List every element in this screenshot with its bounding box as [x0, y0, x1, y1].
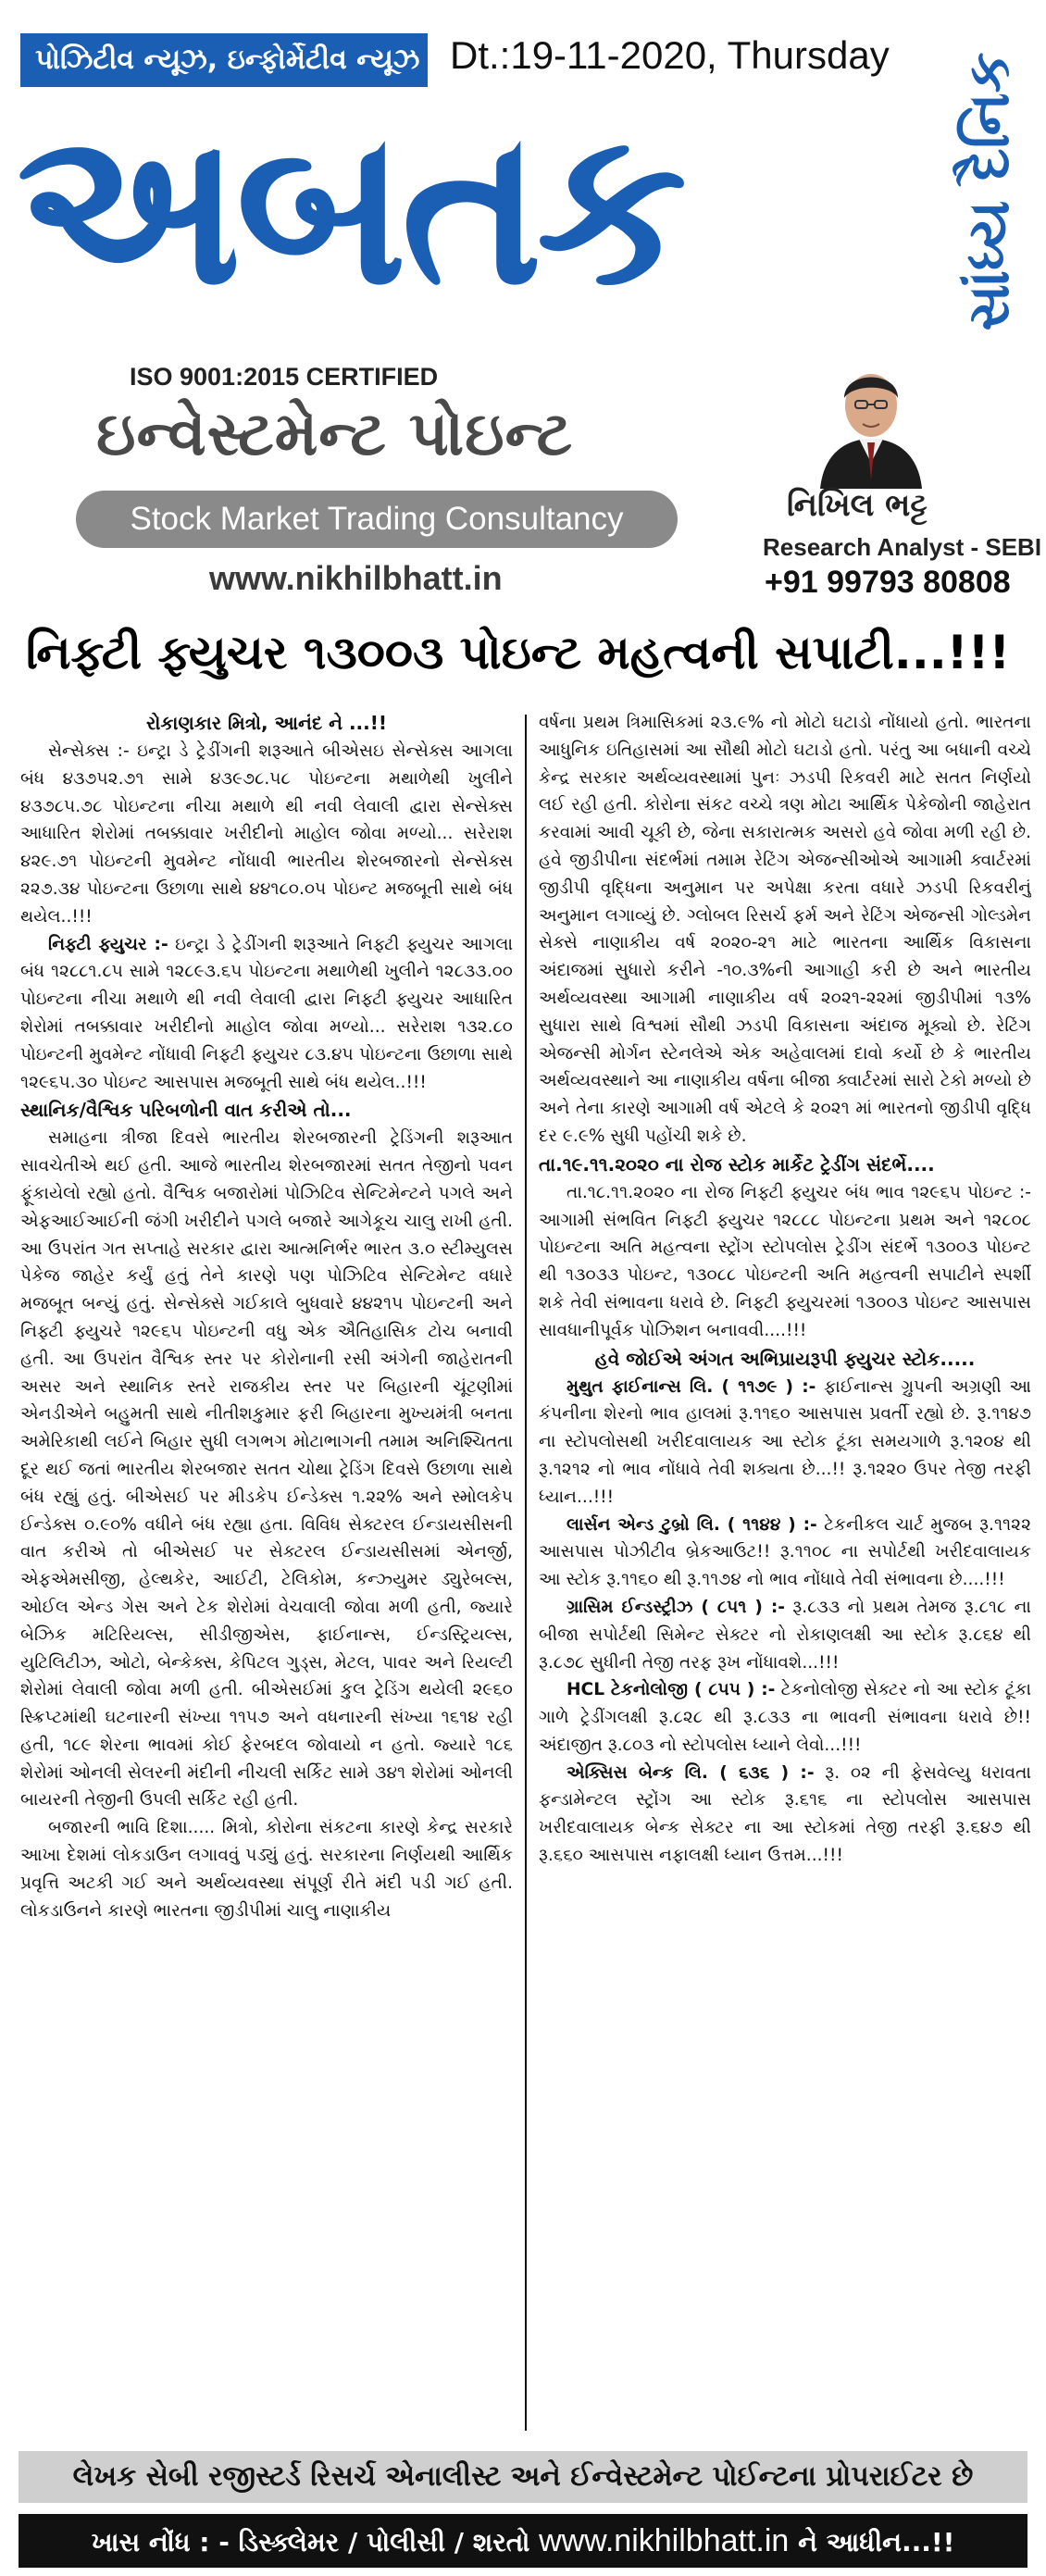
newspaper-logo: અબતક — [17, 85, 682, 332]
disclaimer-website-link[interactable]: www.nikhilbhatt.in — [539, 2523, 790, 2558]
nifty-paragraph — [20, 931, 513, 1097]
stock-muthoot-text: ફાઈનાન્સ ગ્રુપની અગ્રણી આ કંપનીના શેરનો ભાવ હાલમાં રૂ.૧૧૬૦ આસપાસ પ્રવર્તી રહ્યો છે. રૂ.૧૧૪૭ ના સ્ટોપલોસથી ખરીદવાલાયક આ સ્ટોક ટૂંકા સમયગાળે રૂ.૧૨૦૪ થી રૂ.૧૨૧૨ નો ભાવ નોંધાવે તેવી શક્યતા છે...!! રૂ.૧૨૨૦ ઉપર તેજી તરફી ધ્યાન...!!! — [539, 1376, 1031, 1507]
nifty-outlook-paragraph: તા.૧૮.૧૧.૨૦૨૦ ના રોજ નિફ્ટી ફ્યુચર બંધ ભાવ ૧૨૯૬૫ પોઇન્ટ :- આગામી સંભવિત નિફ્ટી ફ્યુચર ૧૨૮૮૮ પોઇન્ટના પ્રથમ અને ૧૨૮૦૮ પોઇન્ટના અતિ મહત્વના સ્ટ્રોંગ સ્ટોપલોસ ટ્રેડીંગ સંદર્ભે ૧૩૦૦૩ પોઇન્ટ થી ૧૩૦૩૩ પોઇન્ટ, ૧૩૦૮૮ પોઇન્ટની અતિ મહત્વની સપાટીને સ્પર્શી શકે તેવી સંભાવના ધરાવે છે. નિફ્ટી ફ્યુચરમાં ૧૩૦૦૩ પોઇન્ટ આસપાસ સાવધાનીપૂર્વક પોઝિશન બનાવવી....!!! — [539, 1182, 1031, 1340]
trading-date-heading: તા.૧૯.૧૧.૨૦૨૦ ના રોજ સ્ટોક માર્કેટ ટ્રેડીંગ સંદર્ભે.... — [539, 1152, 935, 1176]
disclaimer-suffix: ને આધીન...!! — [798, 2527, 955, 2557]
nifty-lead: નિફ્ટી ફ્યુચર :- — [48, 934, 168, 954]
issue-date: Dt.:19-11-2020, Thursday — [450, 33, 890, 77]
stock-larsen — [539, 1512, 1031, 1594]
logo-side-label — [944, 48, 1033, 335]
iso-certification: ISO 9001:2015 CERTIFIED — [130, 363, 439, 391]
stock-grasim — [539, 1594, 1031, 1676]
future-stocks-heading: હવે જોઈએ અંગત અભિપ્રાયરૂપી ફ્યુચર સ્ટોક..... — [594, 1347, 976, 1370]
nifty-text: ઇન્ટ્રા ડે ટ્રેડીંગની શરૂઆતે નિફ્ટી ફ્યુચર આગલા બંધ ૧૨૮૮૧.૮૫ સામે ૧૨૮૯૩.૬૫ પોઇન્ટના મથાળેથી ખુલીને ૧૨૮૩૩.૦૦ પોઇન્ટના નીચા મથાળે થી નવી લેવાલી દ્વારા નિફ્ટી ફ્યુચર આધારિત શેરોમાં તબક્કાવાર ખરીદીનો માહોલ જોવા મળ્યો... સરેરાશ ૧૩૨.૮૦ પોઇન્ટની મુવમેન્ટ નોંધાવી નિફ્ટી ફ્યુચર ૮૩.૪૫ પોઇન્ટના ઉછાળા સાથે ૧૨૯૬૫.૩૦ પોઇન્ટ આસપાસ મજબૂતી સાથે બંધ થયેલ..!!! — [20, 934, 513, 1092]
market-factors-paragraph: સમાહના ત્રીજા દિવસે ભારતીય શેરબજારની ટ્રેડિંગની શરૂઆત સાવચેતીએ થઈ હતી. આજે ભારતીય શેરબજારમાં સતત તેજીનો પવન ફૂંકાયેલો રહ્યો હતો. વૈશ્વિક બજારોમાં પોઝિટિવ સેન્ટિમેન્ટને પગલે અને એફઆઈઆઈની જંગી ખરીદીને પગલે બજારે આગેકૂચ ચાલુ રાખી હતી. આ ઉપરાંત ગત સપ્તાહે સરકાર દ્વારા આત્મનિર્ભર ભારત ૩.૦ સ્ટીમ્યુલસ પેકેજ જાહેર કર્યું હતું તેને કારણે પણ પોઝિટિવ સેન્ટિમેન્ટ વધારે મજબૂત બન્યું હતું. સેન્સેક્સે ગઈકાલે બુધવારે ૪૪૨૧૫ પોઇન્ટની અને નિફ્ટી ફ્યુચરે ૧૨૯૬૫ પોઇન્ટની વધુ એક ઐતિહાસિક ટોચ બનાવી હતી. આ ઉપરાંત વૈશ્વિક સ્તર પર કોરોનાની રસી અંગેની જાહેરાતની અસર અને સ્થાનિક સ્તરે રાજકીય સ્તર પર બિહારની ચૂંટણીમાં એનડીએને બહુમતી સાથે નીતીશકુમાર ફરી બિહારના મુખ્યમંત્રી બનતા અમેરિકાથી લઈને બિહાર સુધી લગભગ મોટાભાગની તમામ અનિશ્ચિતતા દૂર થઈ જતાં ભારતીય શેરબજાર સતત ચોથા ટ્રેડિંગ દિવસે ઉછાળા સાથે બંધ રહ્યું હતું. બીએસઈ પર મીડકેપ ઈન્ડેક્સ ૧.૨૨% અને સ્મોલકેપ ઈન્ડેક્સ ૦.૯૦% વધીને બંધ રહ્યા હતા. વિવિધ સેક્ટરલ ઈન્ડાયસીસની વાત કરીએ તો બીએસઈ પર સેક્ટરલ ઈન્ડાયસીસમાં એનર્જી, એફએમસીજી, હેલ્થકેર, આઈટી, ટેલિકોમ, કન્ઝ્યુમર ડ્યુરેબલ્સ, ઓઈલ એન્ડ ગેસ અને ટેક શેરોમાં વેચવાલી જોવા મળી હતી, જ્યારે બેઝિક મટિરિયલ્સ, સીડીજીએસ, ફાઈનાન્સ, ઈન્ડસ્ટ્રિયલ્સ, યુટિલિટીઝ, ઓટો, બેન્કેક્સ, કેપિટલ ગુડ્સ, મેટલ, પાવર અને રિયલ્ટી શેરોમાં લેવાલી જોવા મળી હતી. બીએસઈમાં કુલ ટ્રેડિંગ થયેલી ૨૯૬૦ સ્ક્રિપ્ટમાંથી ઘટનારની સંખ્યા ૧૧૫૭ અને વધનારની સંખ્યા ૧૬૧૪ રહી હતી, ૧૮૯ શેરના ભાવમાં કોઈ ફેરબદલ જોવાયો ન હતો. જ્યારે ૧૮૬ શેરોમાં ઓનલી સેલરની મંદીની નીચલી સર્કિટ સામે ૩૪૧ શેરોમાં ઓનલી બાયરની તેજીની ઉપલી સર્કિટ રહી હતી. — [20, 1128, 513, 1811]
author-note-bar: લેખક સેબી રજીસ્ટર્ડ રિસર્ચ એનાલીસ્ટ અને ઈન્વેસ્ટમેન્ટ પોઈન્ટના પ્રોપરાઈટર છે — [19, 2451, 1027, 2503]
stock-muthoot-name: મુથુત ફાઈનાન્સ લિ. ( ૧૧૭૯ ) :- — [567, 1376, 816, 1397]
stock-grasim-text: રૂ.૮૩૩ નો પ્રથમ તેમજ રૂ.૮૧૮ ના બીજા સપોર્ટથી સિમેન્ટ સેક્ટર નો રોકાણલક્ષી આ સ્ટોક રૂ.૮૬૪ થી રૂ.૮૭૮ સુધીની તેજી તરફ રૂખ નોંધાવશે...!!! — [539, 1597, 1031, 1673]
stock-larsen-name: લાર્સન એન્ડ ટુબ્રો લિ. ( ૧૧૪૪ ) :- — [567, 1514, 817, 1535]
sensex-paragraph: સેન્સેક્સ :- ઇન્ટ્રા ડે ટ્રેડીંગની શરૂઆતે બીએસઇ સેન્સેક્સ આગલા બંધ ૪૩૭૫૨.૭૧ સામે ૪૩૯૭૮.૫૮ પોઇન્ટના મથાળેથી ખુલીને ૪૩૭૮૫.૭૮ પોઇન્ટના નીચા મથાળે થી નવી લેવાલી દ્વારા સેન્સેક્સ આધારિત શેરોમાં તબક્કાવાર ખરીદીનો માહોલ જોવા મળ્યો... સરેરાશ ૪૨૯.૭૧ પોઇન્ટની મુવમેન્ટ નોંધાવી ભારતીય શેરબજારનો સેન્સેક્સ ૨૨૭.૩૪ પોઇન્ટના ઉછાળા સાથે ૪૪૧૮૦.૦૫ પોઇન્ટ મજબૂતી સાથે બંધ થયેલ..!!! — [20, 741, 513, 927]
stock-muthoot — [539, 1374, 1031, 1512]
gdp-paragraph: વર્ષના પ્રથમ ત્રિમાસિકમાં ૨૩.૯% નો મોટો ઘટાડો નોંધાયો હતો. ભારતના આધુનિક ઇતિહાસમાં આ સૌથી મોટો ઘટાડો હતો. પરંતુ આ બધાની વચ્ચે કેન્દ્ર સરકાર અર્થવ્યવસ્થામાં પુનઃ ઝડપી રિકવરી માટે સતત નિર્ણયો લઈ રહી હતી. કોરોના સંકટ વચ્ચે ત્રણ મોટા આર્થિક પેકેજોની જાહેરાત કરવામાં આવી ચૂકી છે, જેના સકારાત્મક અસરો હવે જોવા મળી રહી છે. હવે જીડીપીના સંદર્ભમાં તમામ રેટિંગ એજન્સીઓએ આગામી ક્વાર્ટરમાં જીડીપી વૃદ્ધિના અનુમાન પર અપેક્ષા કરતા વધારે ઝડપી રિકવરીનું અનુમાન લગાવ્યું છે. ગ્લોબલ રિસર્ચ ફર્મ અને રેટિંગ એજન્સી ગોલ્ડમેન સેક્સે નાણાકીય વર્ષ ૨૦૨૦-૨૧ માટે ભારતના આર્થિક વિકાસના અંદાજમાં સુધારો કરીને -૧૦.૩%ની આગાહી કરી છે અને ભારતીય અર્થવ્યવસ્થા આગામી નાણાકીય વર્ષ ૨૦૨૧-૨૨માં જીડીપીમાં ૧૩% સુધારા સાથે વિશ્વમાં સૌથી ઝડપી વિકાસના અંદાજ મૂક્યો છે. રેટિંગ એજન્સી મોર્ગન સ્ટેનલેએ એક અહેવાલમાં દાવો કર્યો છે કે ભારતીય અર્થવ્યવસ્થાને આ નાણાકીય વર્ષના બીજા ક્વાર્ટરમાં સારો ટેકો મળ્યો છે અને તેના કારણે આગામી વર્ષ એટલે કે ૨૦૨૧ માં ભારતનો જીડીપી વૃદ્ધિ દર ૯.૯% સુધી પહોંચી શકે છે. — [539, 713, 1031, 1146]
disclaimer-bar — [19, 2514, 1027, 2568]
column-divider — [525, 715, 527, 2431]
masthead — [0, 0, 1046, 350]
tagline-banner: પોઝિટીવ ન્યૂઝ, ઇન્ફોર્મેટીવ ન્યૂઝ — [20, 33, 428, 87]
stock-larsen-text: ટેકનીકલ ચાર્ટ મુજબ રૂ.૧૧૨૨ આસપાસ પોઝીટીવ બ્રેકઆઉટ!! રૂ.૧૧૦૮ ના સપોર્ટથી ખરીદવાલાયક આ સ્ટોક રૂ.૧૧૬૦ થી રૂ.૧૧૭૪ નો ભાવ નોંધાવે તેવી સંભાવના છે....!!! — [539, 1514, 1031, 1590]
stock-axis — [539, 1760, 1031, 1870]
local-global-heading: સ્થાનિક/વૈશ્વિક પરિબળોની વાત કરીએ તો... — [20, 1099, 352, 1122]
market-direction-paragraph: બજારની ભાવિ દિશા..... મિત્રો, કોરોના સંકટના કારણે કેન્દ્ર સરકારે આખા દેશમાં લોકડાઉન લગાવવું પડ્યું હતું. સરકારના નિર્ણયથી આર્થિક પ્રવૃત્તિ અટકી ગઈ અને અર્થવ્યવસ્થા સંપૂર્ણ રીતે મંદી પડી ગઈ હતી. લોકડાઉનને કારણે ભારતના જીડીપીમાં ચાલુ નાણાકીય — [20, 1818, 513, 1921]
consultancy-pill: Stock Market Trading Consultancy — [76, 491, 678, 548]
stock-axis-text: રૂ. ૦૨ ની ફેસવેલ્યુ ધરાવતા ફન્ડામેન્ટલ સ્ટ્રોંગ આ સ્ટોક રૂ.૬૧૬ ના સ્ટોપલોસ આસપાસ ખરીદવાલાયક બેન્ક સેક્ટર ના આ સ્ટોકમાં તેજી તરફી રૂ.૬૪૭ થી રૂ.૬૬૦ આસપાસ નફાલક્ષી ધ્યાન ઉત્તમ...!!! — [539, 1762, 1031, 1866]
article-column-right — [539, 709, 1031, 2440]
stock-hcl-text: ટેકનોલોજી સેક્ટર નો આ સ્ટોક ટૂંકા ગાળે ટ્રેડીંગલક્ષી રૂ.૮૨૮ થી રૂ.૮૩૩ ના ભાવની સંભાવના ધરાવે છે!! અંદાજીત રૂ.૮૦૩ નો સ્ટોપલોસ ધ્યાને લેવો...!!! — [539, 1680, 1031, 1755]
disclaimer-prefix: ખાસ નોંધ : - ડિસ્ક્લેમર / પોલીસી / શરતો — [91, 2527, 530, 2557]
stock-axis-name: એક્સિસ બેન્ક લિ. ( ૬૩૬ ) :- — [567, 1762, 815, 1783]
article-headline: નિફ્ટી ફ્યુચર ૧૩૦૦૩ પોઇન્ટ મહત્વની સપાટી...!!! — [26, 626, 1011, 679]
analyst-name: નિખિલ ભટ્ટ — [787, 487, 928, 524]
consultancy-ad — [0, 350, 1046, 602]
evening-daily-text: સાંધ્ય દૈનિક — [954, 52, 1022, 331]
analyst-role: Research Analyst - SEBI — [763, 533, 1042, 561]
article-column-left — [20, 709, 513, 2440]
greeting-heading: રોકાણકાર મિત્રો, આનંદ ને ...!! — [145, 712, 387, 734]
investment-point-title: ઇન્વેસ્ટમેન્ટ પોઇન્ટ — [96, 398, 574, 469]
analyst-photo — [802, 350, 940, 489]
stock-hcl-name: HCL ટેકનોલોજી ( ૮૫૫ ) :- — [567, 1680, 776, 1700]
analyst-phone[interactable]: +91 99793 80808 — [765, 565, 1011, 600]
article-body — [20, 709, 1031, 2440]
website-link[interactable]: www.nikhilbhatt.in — [209, 559, 503, 597]
stock-hcl — [539, 1676, 1031, 1759]
stock-grasim-name: ગ્રાસિમ ઈન્ડસ્ટ્રીઝ ( ૮૫૧ ) :- — [567, 1597, 785, 1617]
